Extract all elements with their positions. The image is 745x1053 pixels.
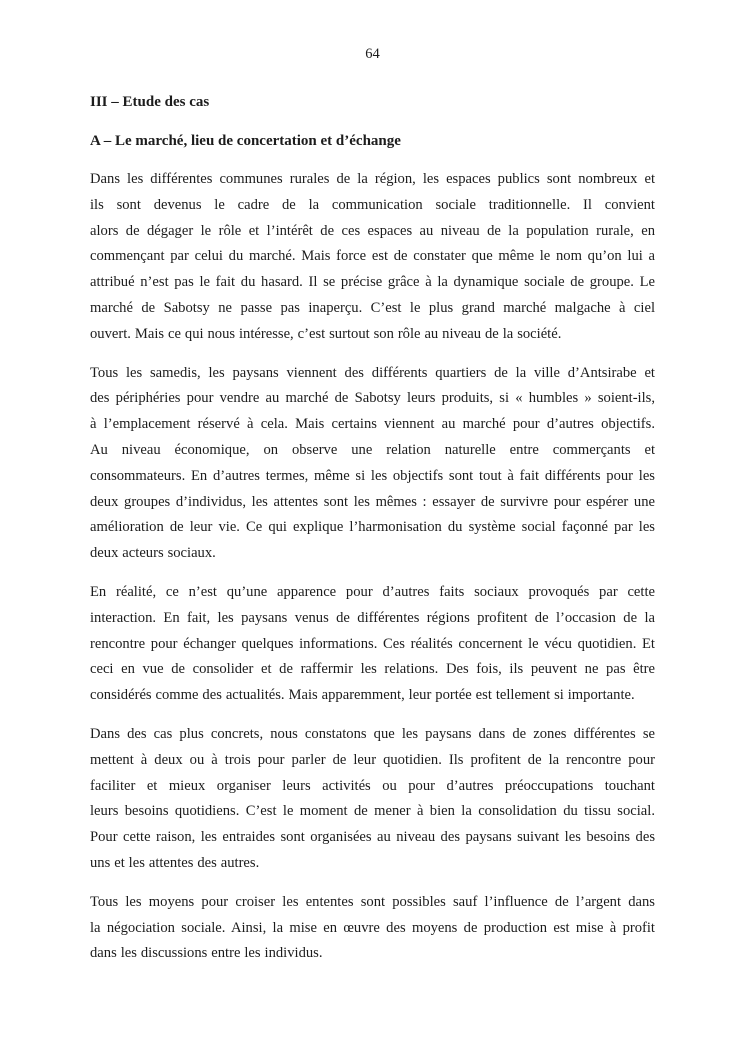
section-heading: III – Etude des cas [90, 94, 210, 110]
text-line: ils sont devenus le cadre de la communication sociale traditionnelle. Il convient [90, 196, 655, 213]
text-line: la négociation sociale. Ainsi, la mise en œuvre des moyens de production est mise à profit [90, 919, 655, 936]
text-line: deux acteurs sociaux. [90, 545, 216, 562]
text-line: marché de Sabotsy ne passe pas inaperçu. C’est le plus grand marché malgache à ciel [90, 299, 655, 316]
text-line: consommateurs. En d’autres termes, même si les objectifs sont tout à fait différents pour les [90, 467, 655, 484]
paragraph [90, 167, 655, 348]
text-line: à l’emplacement réservé à cela. Mais certains viennent au marché pour d’autres objectifs. [90, 416, 655, 433]
page-number: 64 [365, 46, 380, 62]
text-line: mettent à deux ou à trois pour parler de leur quotidien. Ils profitent de la rencontre pour [90, 751, 655, 768]
paragraph [90, 722, 655, 877]
text-line: commençant par celui du marché. Mais force est de constater que même le nom qu’on lui a [90, 248, 655, 265]
subsection-heading: A – Le marché, lieu de concertation et d’échange [90, 133, 401, 149]
text-line: Dans des cas plus concrets, nous constatons que les paysans dans de zones différentes se [90, 725, 655, 742]
text-line: attribué n’est pas le fait du hasard. Il se précise grâce à la dynamique sociale de groupe. Le [90, 274, 655, 291]
text-line: leurs besoins quotidiens. C’est le moment de mener à bien la consolidation du tissu social. [90, 803, 655, 820]
text-line: ceci en vue de consolider et de raffermir les relations. Des fois, ils peuvent ne pas être [90, 661, 655, 678]
text-line: des périphéries pour vendre au marché de Sabotsy leurs produits, si « humbles » soient-ils, [90, 390, 655, 407]
text-line: amélioration de leur vie. Ce qui explique l’harmonisation du système social façonné par les [90, 519, 655, 536]
text-line: Dans les différentes communes rurales de la région, les espaces publics sont nombreux et [90, 171, 655, 187]
text-line: rencontre pour échanger quelques informations. Ces réalités concernent le vécu quotidien. Et [90, 635, 655, 652]
text-line: dans les discussions entre les individus. [90, 945, 323, 962]
paragraph [90, 890, 655, 967]
text-line: faciliter et mieux organiser leurs activités ou pour d’autres préoccupations touchant [90, 777, 655, 794]
text-line: alors de dégager le rôle et l’intérêt de ces espaces au niveau de la population rurale, en [90, 222, 655, 239]
text-line: Au niveau économique, on observe une relation naturelle entre commerçants et [90, 441, 655, 458]
text-line: considérés comme des actualités. Mais apparemment, leur portée est tellement si importante. [90, 687, 635, 704]
text-line: deux groupes d’individus, les attentes sont les mêmes : essayer de survivre pour espérer une [90, 493, 655, 510]
paragraph [90, 361, 655, 567]
text-line: Tous les moyens pour croiser les ententes sont possibles sauf l’influence de l’argent dans [90, 893, 655, 910]
text-line: ouvert. Mais ce qui nous intéresse, c’est surtout son rôle au niveau de la société. [90, 325, 562, 342]
paragraph [90, 580, 655, 709]
text-line: Tous les samedis, les paysans viennent des différents quartiers de la ville d’Antsirabe et [90, 364, 655, 381]
text-line: interaction. En fait, les paysans venus de différentes régions profitent de l’occasion de la [90, 609, 655, 626]
text-line: En réalité, ce n’est qu’une apparence pour d’autres faits sociaux provoqués par cette [90, 583, 655, 600]
text-line: Pour cette raison, les entraides sont organisées au niveau des paysans suivant les besoins des [90, 829, 655, 846]
text-line: uns et les attentes des autres. [90, 854, 260, 871]
